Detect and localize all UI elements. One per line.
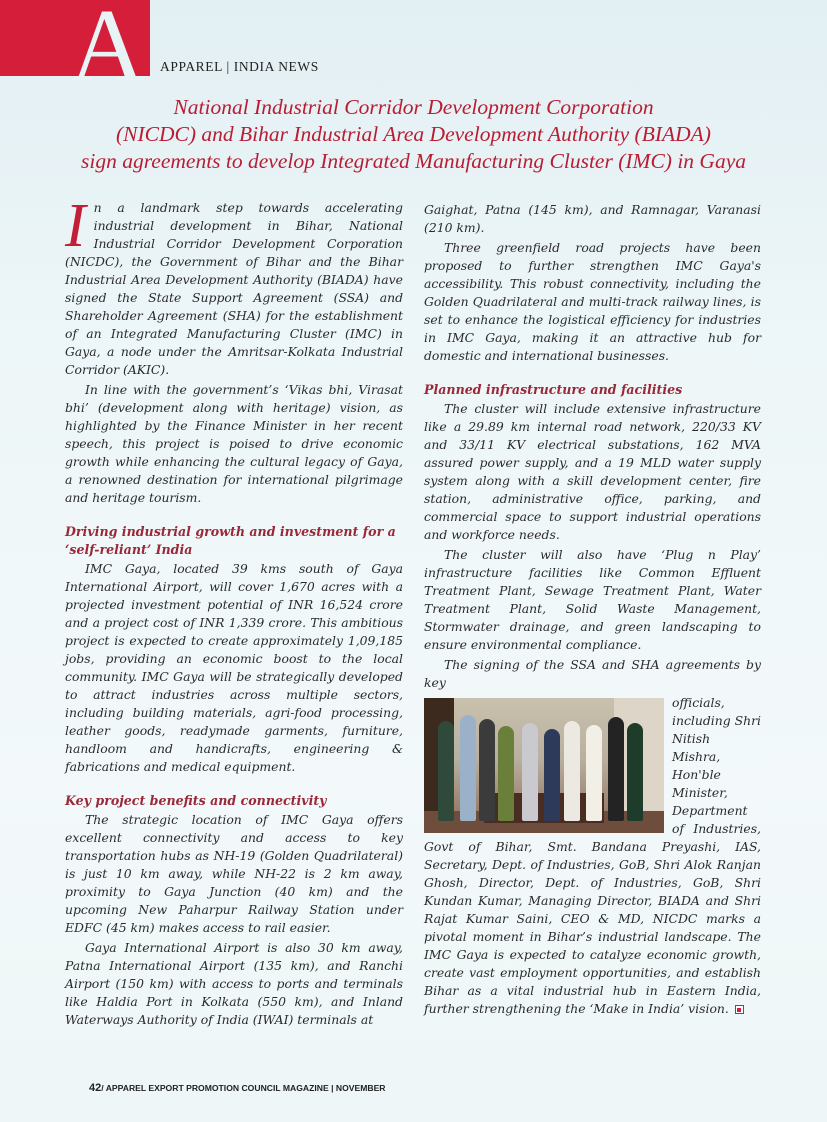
- paragraph: Gaya International Airport is also 30 km away, Patna International Airport (135 km), and Ranchi Airport (150 km) with access to ports and terminals like Haldia Port in Kolkata (550 km), and Inland Waterways Authority of India (IWAI) terminals at: [65, 940, 403, 1027]
- intro-text: n a landmark step towards accelerating industrial development in Bihar, National Industrial Corridor Development Corporation (NICDC), the Government of Bihar and the Bihar Industrial Area Development Authority (BIADA) have signed the State Support Agreement (SSA) and Shareholder Agreement (SHA) for the establishment of an Integrated Manufacturing Cluster (IMC) in Gaya, a node under the Amritsar-Kolkata Industrial Corridor (AKIC).: [65, 200, 403, 377]
- article-headline: [40, 94, 787, 175]
- paragraph-lead: The signing of the SSA and SHA agreements by key: [424, 657, 761, 690]
- paragraph: Three greenfield road projects have been proposed to further strengthen IMC Gaya's accessibility. This robust connectivity, including the Golden Quadrilateral and multi-track railway lines, is set to enhance the logistical efficiency for industries in IMC Gaya, making it an attractive hub for domestic and international businesses.: [424, 240, 761, 363]
- section-label: APPAREL | INDIA NEWS: [160, 59, 319, 74]
- paragraph: IMC Gaya, located 39 kms south of Gaya International Airport, will cover 1,670 acres with a projected investment potential of INR 16,524 crore and a project cost of INR 1,339 crore. This ambitious project is expected to create approximately 1,09,185 jobs, providing an economic boost to the local community. IMC Gaya will be strategically developed to attract industries across multiple sectors, including building materials, agri-food processing, leather goods, readymade garments, furniture, handloom and handicrafts, engineering & fabrications and medical equipment.: [65, 561, 403, 774]
- headline-line-3: sign agreements to develop Integrated Manufacturing Cluster (IMC) in Gaya: [81, 149, 746, 173]
- drop-cap: I: [65, 192, 86, 260]
- paragraph: In line with the government’s ‘Vikas bhi, Virasat bhi’ (development along with heritage) vision, as highlighted by the Finance Minister in her recent speech, this project is poised to drive economic growth while enhancing the cultural legacy of Gaya, a renowned destination for international pilgrimage and heritage tourism.: [65, 382, 403, 505]
- page-footer: [89, 1082, 386, 1094]
- subheading-infrastructure: Planned infrastructure and facilities: [424, 382, 683, 397]
- subheading-growth: Driving industrial growth and investment for a ‘self-reliant’ India: [65, 524, 396, 557]
- end-mark-icon: [735, 1005, 744, 1014]
- paragraph: The cluster will also have ‘Plug n Play’ infrastructure facilities like Common Effluent Treatment Plant, Sewage Treatment Plant, Water Treatment Plant, Solid Waste Management, Stormwater drainage, and green landscaping to ensure environmental compliance.: [424, 547, 761, 652]
- article-column-right: [424, 201, 761, 1020]
- headline-line-1: National Industrial Corridor Development Corporation: [173, 95, 654, 119]
- page-number: 42: [89, 1082, 102, 1094]
- intro-paragraph: [65, 192, 403, 379]
- paragraph: The strategic location of IMC Gaya offers excellent connectivity and access to key transportation hubs as NH-19 (Golden Quadrilateral) is just 10 km away, while NH-22 is 2 km away, proximity to Gaya Junction (40 km) and the upcoming New Paharpur Railway Station under EDFC (45 km) makes access to rail easier.: [65, 812, 403, 935]
- headline-line-2: (NICDC) and Bihar Industrial Area Development Authority (BIADA): [116, 122, 711, 146]
- subheading-connectivity: Key project benefits and connectivity: [65, 793, 327, 808]
- paragraph-continued: Gaighat, Patna (145 km), and Ramnagar, Varanasi (210 km).: [424, 202, 761, 235]
- closing-text: officials, including Shri Nitish Mishra, Hon'ble Minister, Department of Industries, Govt of Bihar, Smt. Bandana Preyashi, IAS, Secretary, Dept. of Industries, GoB, Shri Alok Ranjan Ghosh, Director, Dept. of Industries, GoB, Shri Kundan Kumar, Managing Director, BIADA and Shri Rajat Kumar Saini, CEO & MD, NICDC marks a pivotal moment in Bihar’s industrial landscape. The IMC Gaya is expected to catalyze economic growth, create vast employment opportunities, and establish Bihar as a vital industrial hub in Eastern India, further strengthening the ‘Make in India’ vision.: [424, 695, 761, 1016]
- footer-text: / APPAREL EXPORT PROMOTION COUNCIL MAGAZINE | NOVEMBER: [101, 1083, 386, 1093]
- logo-letter: A: [70, 0, 146, 103]
- signing-ceremony-photo: [424, 698, 664, 833]
- paragraph: The cluster will include extensive infrastructure like a 29.89 km internal road network, 220/33 KV and 33/11 KV electrical substations, 162 MVA assured power supply, and a 19 MLD water supply system along with a skill development center, fire station, administrative office, parking, and commercial space to support industrial operations and workforce needs.: [424, 401, 761, 542]
- magazine-logo: [0, 0, 150, 103]
- article-column-left: [65, 192, 403, 1031]
